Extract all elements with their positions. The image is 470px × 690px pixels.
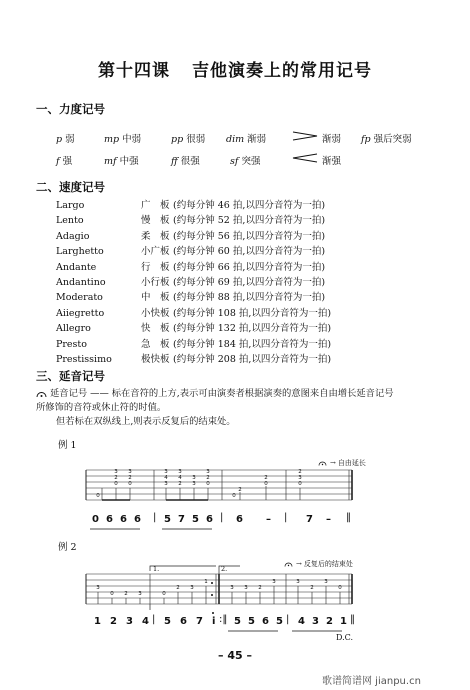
dyn-ff: ff 很强 bbox=[171, 156, 200, 167]
svg-text:0: 0 bbox=[128, 481, 132, 487]
watermark: 歌谱简谱网 jianpu.cn bbox=[322, 676, 421, 687]
jianpu-note: 0 bbox=[92, 514, 99, 525]
jianpu-note: 5 bbox=[192, 514, 199, 525]
dynamics-heading: 一、力度记号 bbox=[36, 102, 105, 116]
jianpu-note: 6 bbox=[134, 514, 141, 525]
tempo-row: Larghetto 小广板 (约每分钟 60 拍,以四分音符为一拍) bbox=[56, 246, 326, 258]
fermata-desc-line3: 但若标在双纵线上,则表示反复后的结束处。 bbox=[56, 416, 236, 427]
svg-text:3: 3 bbox=[96, 585, 100, 591]
svg-text:2: 2 bbox=[128, 475, 132, 481]
high-octave-dot bbox=[210, 611, 216, 615]
svg-text:3: 3 bbox=[296, 579, 300, 585]
svg-text:4: 4 bbox=[178, 475, 182, 481]
jianpu-note: 6 bbox=[180, 616, 187, 627]
example2-repeat-dots bbox=[211, 582, 213, 596]
tempo-row: Presto 急 板 (约每分钟 184 拍,以四分音符为一拍) bbox=[56, 338, 332, 350]
dyn-mf: mf 中强 bbox=[104, 156, 139, 167]
dyn-pp: pp 很弱 bbox=[171, 134, 206, 145]
jianpu-note: 4 bbox=[142, 616, 149, 627]
svg-text:0: 0 bbox=[110, 591, 114, 597]
example1-underlines bbox=[88, 528, 228, 532]
tempo-row: Andante 行 板 (约每分钟 66 拍,以四分音符为一拍) bbox=[56, 261, 326, 273]
dyn-sf: sf 突强 bbox=[230, 156, 261, 167]
example2-label: 例 2 bbox=[58, 542, 77, 553]
fermata-icon bbox=[284, 561, 293, 567]
example2-jianpu bbox=[92, 616, 372, 630]
lesson-number: 第十四课 bbox=[98, 61, 170, 81]
final-barline: ‖ bbox=[350, 614, 355, 625]
jianpu-note: 7 bbox=[178, 514, 185, 525]
dyn-mp: mp 中弱 bbox=[104, 134, 142, 145]
svg-text:3: 3 bbox=[324, 579, 328, 585]
jianpu-note: 7 bbox=[196, 616, 203, 627]
svg-text:3: 3 bbox=[192, 475, 196, 481]
volta-1-label: 1. bbox=[153, 565, 160, 573]
barline: | bbox=[152, 614, 156, 625]
jianpu-note: 6 bbox=[262, 616, 269, 627]
page-number: – 45 – bbox=[218, 649, 252, 662]
jianpu-note: 6 bbox=[106, 514, 113, 525]
jianpu-note: 5 bbox=[248, 616, 255, 627]
jianpu-note: 4 bbox=[298, 616, 305, 627]
svg-text:0: 0 bbox=[162, 591, 166, 597]
jianpu-note: 5 bbox=[276, 616, 283, 627]
example1-label: 例 1 bbox=[58, 440, 77, 451]
jianpu-note: 3 bbox=[126, 616, 133, 627]
svg-text:0: 0 bbox=[264, 481, 268, 487]
dyn-f: f 强 bbox=[56, 156, 73, 167]
svg-text:2: 2 bbox=[178, 481, 182, 487]
jianpu-note: 6 bbox=[120, 514, 127, 525]
final-barline: ‖ bbox=[346, 512, 351, 523]
jianpu-note: 5 bbox=[234, 616, 241, 627]
dyn-fp: fp 强后突弱 bbox=[361, 134, 412, 145]
svg-text:3: 3 bbox=[206, 469, 210, 475]
tempo-row: Lento 慢 板 (约每分钟 52 拍,以四分音符为一拍) bbox=[56, 215, 326, 227]
tempo-row: Moderato 中 板 (约每分钟 88 拍,以四分音符为一拍) bbox=[56, 292, 326, 304]
jianpu-dash: – bbox=[266, 514, 271, 525]
jianpu-note: 6 bbox=[206, 514, 213, 525]
svg-text:3: 3 bbox=[138, 591, 142, 597]
dyn-p: p 弱 bbox=[56, 134, 75, 145]
barline: | bbox=[220, 512, 224, 523]
svg-text:3: 3 bbox=[244, 585, 248, 591]
svg-text:2: 2 bbox=[206, 475, 210, 481]
svg-text:2: 2 bbox=[258, 585, 262, 591]
svg-text:3: 3 bbox=[128, 469, 132, 475]
example2-underlines bbox=[88, 630, 348, 634]
fermata-desc-line2: 所修饰的音符或休止符的时值。 bbox=[36, 402, 167, 413]
tempo-row: Adagio 柔 板 (约每分钟 56 拍,以四分音符为一拍) bbox=[56, 230, 326, 242]
svg-text:2: 2 bbox=[124, 591, 128, 597]
jianpu-note: 6 bbox=[236, 514, 243, 525]
lesson-title: 吉他演奏上的常用记号 bbox=[192, 61, 372, 81]
svg-text:3: 3 bbox=[298, 475, 302, 481]
svg-text:2: 2 bbox=[238, 487, 242, 493]
fermata-desc-line1: 延音记号 —— 标在音符的上方,表示可由演奏者根据演奏的意图来自由增长延音记号 bbox=[50, 388, 394, 399]
svg-text:4: 4 bbox=[164, 475, 168, 481]
barline: | bbox=[286, 614, 290, 625]
svg-text:3: 3 bbox=[114, 469, 118, 475]
svg-text:3: 3 bbox=[192, 481, 196, 487]
tempo-row: Allegro 快 板 (约每分钟 132 拍,以四分音符为一拍) bbox=[56, 323, 332, 335]
svg-text:0: 0 bbox=[96, 493, 100, 499]
fermata-heading: 三、延音记号 bbox=[36, 369, 105, 383]
example2-annotation: → 反复后的结束处 bbox=[284, 559, 353, 569]
example1-tab-staff bbox=[86, 470, 352, 500]
svg-text:2: 2 bbox=[114, 475, 118, 481]
dyn-decresc-label: 渐弱 bbox=[322, 134, 342, 145]
jianpu-note: 2 bbox=[326, 616, 333, 627]
svg-text:0: 0 bbox=[338, 585, 342, 591]
jianpu-note: 5 bbox=[164, 514, 171, 525]
repeat-end-barline: :‖ bbox=[219, 614, 228, 625]
jianpu-note: 2 bbox=[110, 616, 117, 627]
svg-text:0: 0 bbox=[206, 481, 210, 487]
svg-text:2: 2 bbox=[176, 585, 180, 591]
svg-text:0: 0 bbox=[232, 493, 236, 499]
jianpu-note: 1 bbox=[340, 616, 347, 627]
jianpu-dash: – bbox=[326, 514, 331, 525]
jianpu-note: 1 bbox=[94, 616, 101, 627]
example1-tab-numbers bbox=[96, 469, 302, 499]
jianpu-note: i bbox=[212, 616, 216, 627]
volta-2-label: 2. bbox=[221, 565, 228, 573]
tempo-row: Andantino 小行板 (约每分钟 69 拍,以四分音符为一拍) bbox=[56, 276, 326, 288]
svg-text:3: 3 bbox=[190, 585, 194, 591]
tempo-row: Aiiegretto 小快板 (约每分钟 108 拍,以四分音符为一拍) bbox=[56, 307, 332, 319]
jianpu-note: 5 bbox=[164, 616, 171, 627]
example1-jianpu bbox=[92, 514, 372, 528]
barline: | bbox=[153, 512, 157, 523]
dyn-cresc-label: 渐强 bbox=[322, 156, 342, 167]
svg-text:3: 3 bbox=[164, 469, 168, 475]
dc-marking: D.C. bbox=[336, 633, 354, 642]
dyn-dim: dim 渐弱 bbox=[226, 134, 267, 145]
tempo-heading: 二、速度记号 bbox=[36, 180, 105, 194]
svg-text:3: 3 bbox=[164, 481, 168, 487]
svg-text:2: 2 bbox=[264, 475, 268, 481]
example1-annotation: → 自由延长 bbox=[318, 458, 366, 468]
jianpu-note: 3 bbox=[312, 616, 319, 627]
tempo-row: Largo 广 板 (约每分钟 46 拍,以四分音符为一拍) bbox=[56, 200, 326, 211]
tempo-row: Prestissimo 极快板 (约每分钟 208 拍,以四分音符为一拍) bbox=[56, 353, 332, 365]
svg-text:1: 1 bbox=[204, 579, 208, 585]
svg-text:3: 3 bbox=[272, 579, 276, 585]
svg-text:3: 3 bbox=[230, 585, 234, 591]
svg-text:3: 3 bbox=[178, 469, 182, 475]
svg-text:0: 0 bbox=[298, 481, 302, 487]
svg-text:2: 2 bbox=[298, 469, 302, 475]
barline: | bbox=[284, 512, 288, 523]
svg-text:0: 0 bbox=[114, 481, 118, 487]
jianpu-note: 7 bbox=[306, 514, 313, 525]
svg-text:2: 2 bbox=[310, 585, 314, 591]
